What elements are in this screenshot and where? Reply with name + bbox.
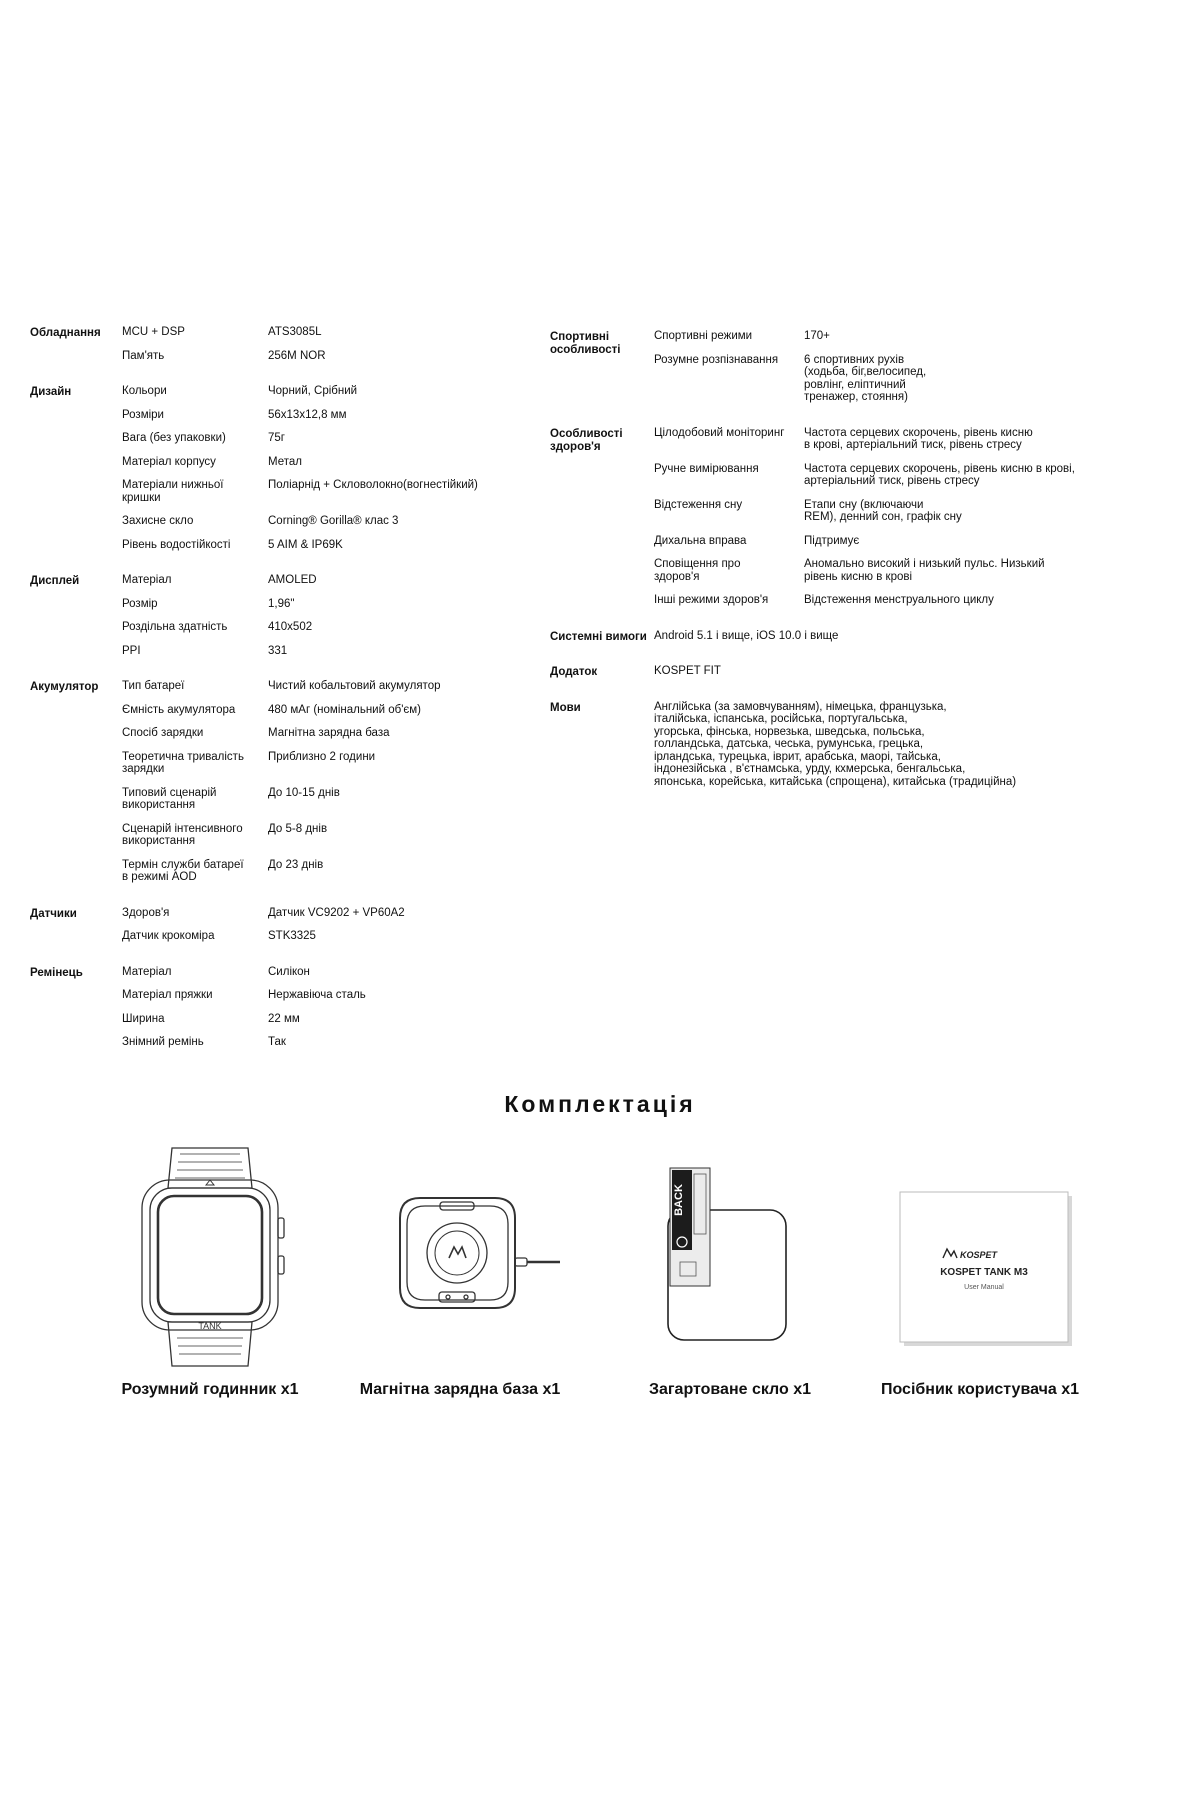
glass-tab-label: BACK: [673, 1184, 685, 1216]
spec-row: [654, 665, 1190, 678]
spec-row: [122, 859, 550, 884]
spec-value: Частота серцевих скорочень, рівень кисню в крові, артеріальний тиск, рівень стресу: [804, 426, 1033, 451]
spec-label: Розміри: [122, 408, 164, 421]
spec-row: [654, 463, 1190, 488]
spec-value: 22 мм: [268, 1012, 300, 1025]
spec-label: Цілодобовий моніторинг: [654, 426, 785, 439]
spec-value: 6 спортивних рухів (ходьба, біг,велосипед, ровлінг, еліптичний тренажер, стояння): [804, 353, 927, 403]
spec-value: Corning® Gorilla® клас 3: [268, 515, 399, 527]
spec-value: STK3325: [268, 930, 316, 942]
spec-label: Ширина: [122, 1012, 165, 1025]
spec-label: Теоретична тривалість зарядки: [122, 750, 244, 775]
spec-category: Системні вимоги: [550, 630, 647, 643]
spec-label: Пам'ять: [122, 349, 165, 362]
spec-value: 5 AIM & IP69K: [268, 538, 343, 551]
spec-row: [654, 594, 1190, 607]
spec-value: Нержавіюча сталь: [268, 989, 366, 1001]
spec-label: Дихальна вправа: [654, 534, 747, 547]
spec-category: Особливості здоров'я: [550, 427, 623, 453]
watch-brand-mark: TANK: [198, 1321, 222, 1331]
spec-row: [122, 645, 550, 658]
spec-row: [122, 385, 550, 398]
spec-label: Роздільна здатність: [122, 621, 228, 633]
spec-value: 410x502: [268, 621, 313, 633]
spec-label: Спосіб зарядки: [122, 727, 204, 739]
spec-table-left: [30, 326, 550, 1072]
spec-label: Вага (без упаковки): [122, 432, 226, 444]
smartwatch-illustration: [120, 1140, 300, 1370]
spec-label: MCU + DSP: [122, 326, 185, 338]
spec-value: Англійська (за замовчуванням), німецька, французька, італійська, іспанська, російська, португальська, угорська, фінська, норвезька, шведська, польська, голландська, датська, чеська, румунська, грецька, ірландська, турецька, іврит, арабська, маорі, тайська, індонезійська , в'єтнамська, урду, кхмерська, бенгальська, японська, корейська, китайська (спрощена), китайська (традиційна): [654, 700, 1017, 788]
spec-label: Сценарій інтенсивного використання: [122, 822, 243, 847]
spec-label: Інші режими здоров'я: [654, 594, 769, 606]
spec-label: Ручне вимірювання: [654, 462, 759, 475]
spec-label: Матеріал пряжки: [122, 989, 213, 1001]
spec-value: Датчик VC9202 + VP60A2: [268, 906, 405, 919]
spec-label: Відстеження сну: [654, 498, 743, 511]
spec-label: Спортивні режими: [654, 330, 753, 342]
spec-value: 56x13x12,8 мм: [268, 408, 347, 421]
spec-row: [122, 409, 550, 422]
spec-row: [122, 787, 550, 812]
spec-value: Частота серцевих скорочень, рівень кисню в крові, артеріальний тиск, рівень стресу: [804, 462, 1075, 487]
spec-row: [122, 350, 550, 363]
spec-label: Термін служби батареї в режимі AOD: [122, 858, 244, 883]
spec-value: Аномально високий і низький пульс. Низький рівень кисню в крові: [804, 558, 1045, 583]
spec-group: [30, 966, 550, 1060]
spec-label: Сповіщення про здоров'я: [654, 558, 741, 583]
spec-value: Силікон: [268, 965, 310, 978]
package-item-caption: Розумний годинник x1: [121, 1381, 299, 1398]
spec-category: Додаток: [550, 666, 598, 678]
spec-value: Відстеження менструального циклу: [804, 594, 994, 606]
spec-label: Розмір: [122, 597, 158, 610]
spec-value: Етапи сну (включаючи REM), денний сон, графік сну: [804, 498, 962, 523]
manual-brand-logo: KOSPET: [960, 1250, 998, 1260]
spec-row: [654, 499, 1190, 524]
spec-row: [654, 535, 1190, 548]
spec-row: [654, 427, 1190, 452]
spec-row: [122, 751, 550, 776]
spec-label: Датчик крокоміра: [122, 930, 215, 942]
spec-row: [122, 515, 550, 528]
spec-group: [550, 701, 1190, 800]
spec-group: [550, 665, 1190, 689]
spec-label: Ємність акумулятора: [122, 703, 236, 716]
spec-row: [122, 704, 550, 717]
spec-row: [122, 621, 550, 634]
spec-value: Android 5.1 і вище, iOS 10.0 і вище: [654, 629, 839, 642]
spec-label: Матеріал: [122, 965, 172, 978]
spec-value: До 5-8 днів: [268, 822, 328, 835]
package-item-caption: Посібник користувача x1: [880, 1381, 1079, 1398]
spec-label: Тип батареї: [122, 680, 185, 692]
manual-subtitle: User Manual: [964, 1284, 1004, 1291]
spec-value: Підтримує: [804, 534, 860, 547]
spec-value: До 23 днів: [268, 858, 324, 871]
spec-row: [122, 326, 550, 339]
spec-row: [122, 907, 550, 920]
spec-row: [122, 727, 550, 740]
package-title: Комплектація: [504, 1091, 696, 1117]
spec-value: 331: [268, 644, 288, 657]
spec-label: Захисне скло: [122, 515, 194, 527]
tempered-glass-illustration: [640, 1140, 820, 1370]
charging-base-illustration: [355, 1140, 565, 1370]
spec-label: Здоров'я: [122, 906, 170, 919]
spec-label: Кольори: [122, 385, 167, 397]
spec-value: До 10-15 днів: [268, 786, 340, 799]
spec-label: Знімний ремінь: [122, 1036, 204, 1048]
spec-category: Дизайн: [30, 386, 72, 398]
spec-value: Так: [268, 1036, 286, 1048]
spec-group: [550, 330, 1190, 415]
spec-row: [122, 598, 550, 611]
spec-label: Розумне розпізнавання: [654, 353, 779, 366]
package-item-caption: Магнітна зарядна база x1: [359, 1381, 561, 1398]
spec-row: [122, 574, 550, 587]
spec-group: [550, 630, 1190, 654]
spec-value: ATS3085L: [268, 326, 322, 338]
spec-group: [30, 385, 550, 562]
spec-table-right: [550, 326, 1190, 811]
spec-value: 1,96": [268, 597, 295, 610]
spec-row: [122, 823, 550, 848]
spec-category: Ремінець: [30, 966, 83, 979]
spec-row: [654, 330, 1190, 343]
spec-group: [30, 326, 550, 373]
spec-group: [30, 907, 550, 954]
spec-row: [122, 539, 550, 552]
spec-label: PPI: [122, 644, 141, 657]
spec-row: [654, 558, 1190, 583]
spec-row: [122, 680, 550, 693]
spec-label: Типовий сценарій використання: [122, 786, 217, 811]
spec-category: Спортивні особливості: [550, 331, 621, 356]
spec-label: Матеріал корпусу: [122, 455, 216, 468]
manual-product-title: KOSPET TANK M3: [940, 1267, 1028, 1278]
spec-group: [30, 574, 550, 668]
package-item-caption: Загартоване скло x1: [648, 1381, 812, 1398]
spec-value: 480 мАг (номінальний об'єм): [268, 703, 422, 716]
spec-row: [122, 989, 550, 1002]
spec-row: [122, 930, 550, 943]
spec-row: [654, 354, 1190, 404]
spec-value: Метал: [268, 455, 302, 468]
spec-label: Матеріал: [122, 574, 172, 586]
spec-category: Акумулятор: [30, 681, 99, 693]
spec-group: [30, 680, 550, 895]
spec-row: [122, 479, 550, 504]
spec-category: Мови: [550, 701, 581, 714]
spec-row: [122, 1036, 550, 1049]
spec-label: Рівень водостійкості: [122, 538, 231, 551]
spec-group: [550, 427, 1190, 618]
user-manual-illustration: [880, 1140, 1080, 1370]
spec-row: [122, 456, 550, 469]
spec-category: Датчики: [30, 907, 77, 920]
spec-value: Поліарнід + Скловолокно(вогнестійкий): [268, 479, 478, 491]
spec-value: Приблизно 2 години: [268, 750, 376, 763]
spec-row: [122, 432, 550, 445]
spec-value: Чорний, Срібний: [268, 385, 358, 397]
spec-row: [654, 701, 1190, 789]
spec-row: [122, 1013, 550, 1026]
spec-value: 75г: [268, 432, 285, 444]
spec-value: Магнітна зарядна база: [268, 727, 390, 739]
spec-value: 170+: [804, 330, 830, 342]
spec-row: [654, 630, 1190, 643]
spec-value: 256M NOR: [268, 349, 326, 362]
spec-label: Матеріали нижньої кришки: [122, 479, 224, 504]
spec-value: Чистий кобальтовий акумулятор: [268, 680, 441, 692]
spec-category: Дисплей: [30, 575, 80, 587]
spec-row: [122, 966, 550, 979]
spec-value: KOSPET FIT: [654, 665, 721, 677]
spec-category: Обладнання: [30, 327, 101, 339]
spec-value: AMOLED: [268, 574, 317, 586]
